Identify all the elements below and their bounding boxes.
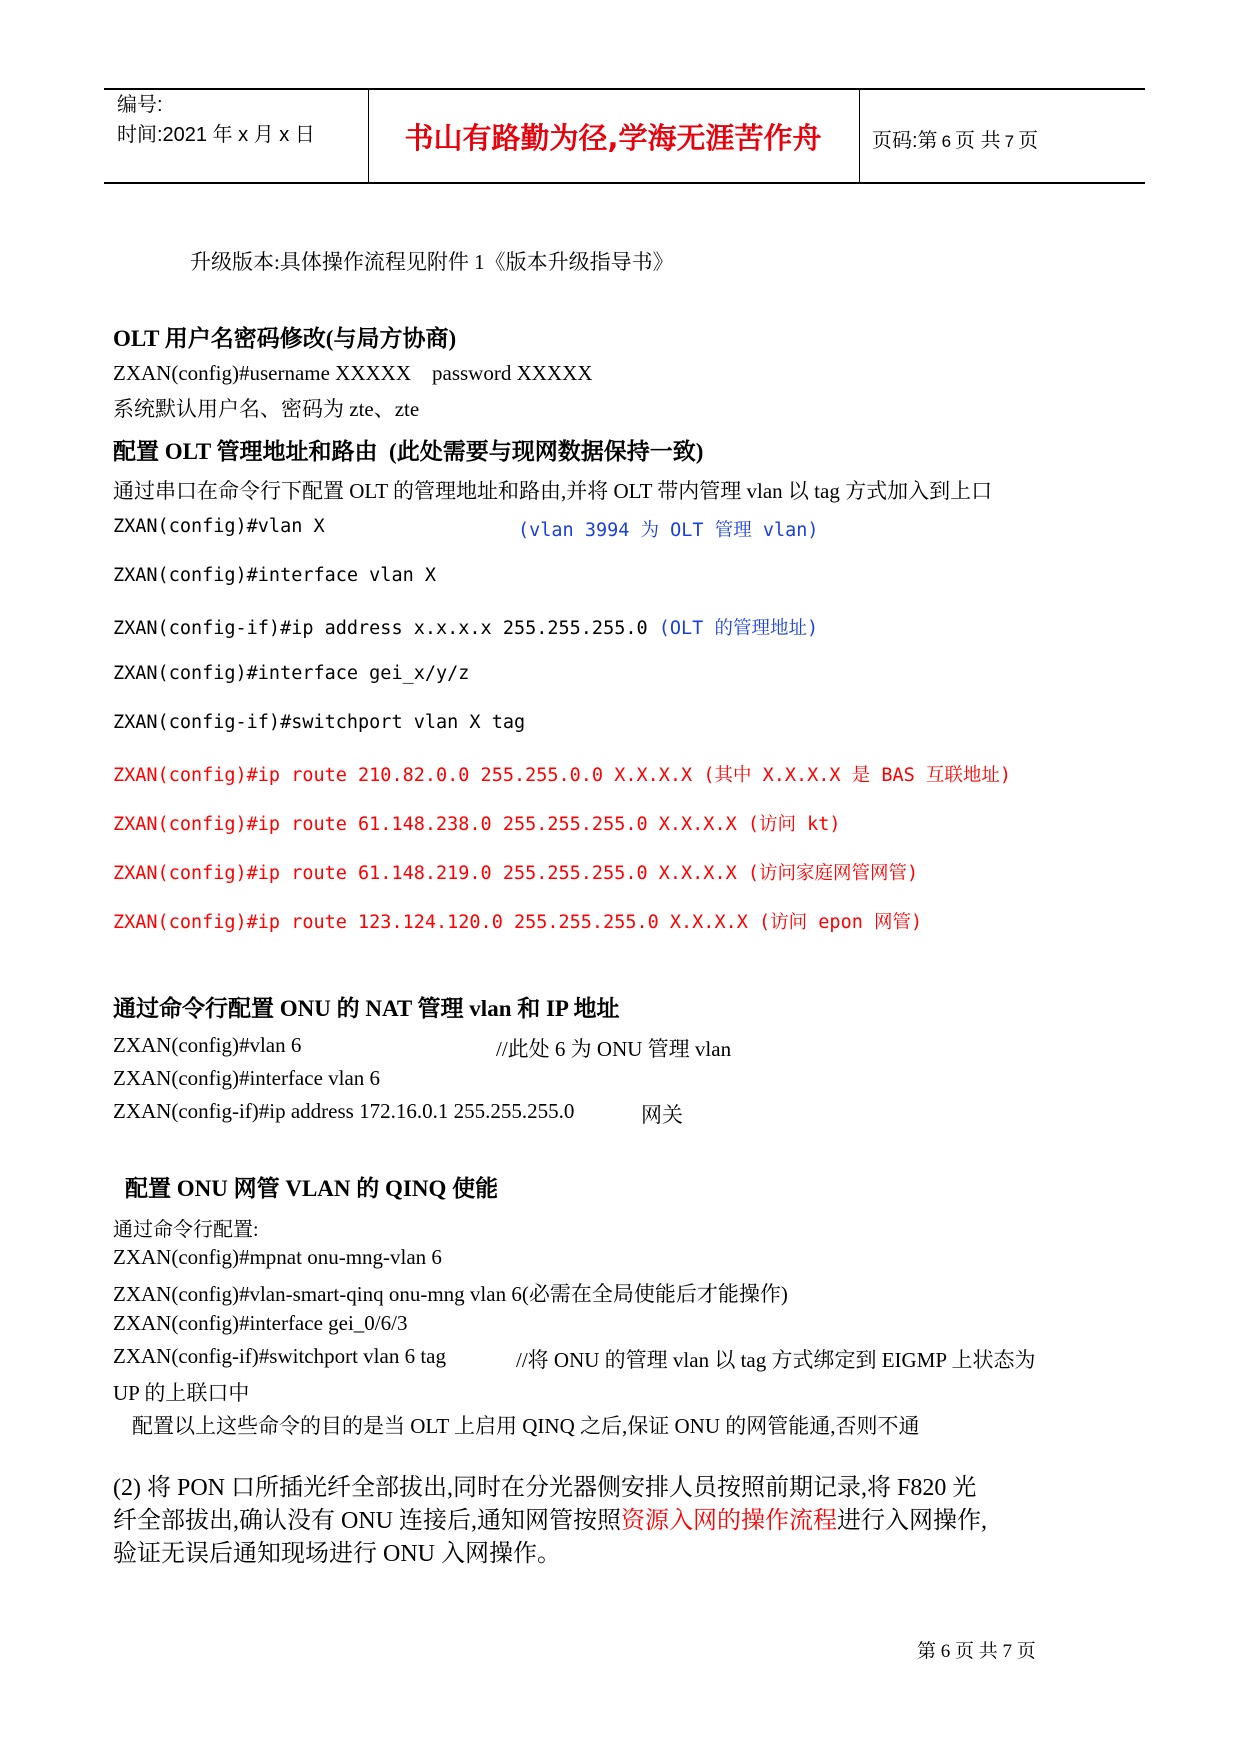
code-comment: (OLT 的管理地址) [658, 618, 819, 639]
header-divider-right [859, 88, 860, 182]
route-line: ZXAN(config)#ip route 210.82.0.0 255.255.0.0 X.X.X.X (其中 X.X.X.X 是 BAS 互联地址) [113, 765, 1012, 786]
section2-title: 配置 OLT 管理地址和路由 (此处需要与现网数据保持一致) [113, 439, 704, 464]
section3-title: 通过命令行配置 ONU 的 NAT 管理 vlan 和 IP 地址 [113, 996, 620, 1021]
header-bottom-rule [104, 182, 1145, 184]
section4-title: 配置 ONU 网管 VLAN 的 QINQ 使能 [125, 1176, 499, 1201]
section4-purpose: 配置以上这些命令的目的是当 OLT 上启用 QINQ 之后,保证 ONU 的网管能通,否则不通 [132, 1414, 920, 1438]
route-line: ZXAN(config)#ip route 61.148.219.0 255.255.255.0 X.X.X.X (访问家庭网管网管) [113, 863, 919, 884]
code-line: ZXAN(config)#interface gei_x/y/z [113, 663, 470, 684]
route-comment: (访问家庭网管网管) [747, 863, 919, 884]
paragraph-line: 纤全部拔出,确认没有 ONU 连接后,通知网管按照资源入网的操作流程进行入网操作, [113, 1508, 987, 1534]
page-footer: 第 6 页 共 7 页 [917, 1641, 1036, 1662]
code-comment: (vlan 3994 为 OLT 管理 vlan) [518, 520, 819, 541]
route-comment: (其中 X.X.X.X 是 BAS 互联地址) [703, 765, 1012, 786]
code-line: ZXAN(config-if)#switchport vlan X tag [113, 712, 526, 733]
code-line: ZXAN(config)#vlan 6 //此处 6 为 ONU 管理 vlan [113, 1033, 732, 1061]
section4-line: ZXAN(config)#vlan-smart-qinq onu-mng vlan 6(必需在全局使能后才能操作) [113, 1282, 788, 1306]
section4-line: ZXAN(config)#mpnat onu-mng-vlan 6 [113, 1245, 442, 1269]
code-line: ZXAN(config)#interface vlan X [113, 565, 437, 586]
code-comment: //此处 6 为 ONU 管理 vlan [496, 1037, 732, 1061]
page-prefix: 页码:第 [872, 130, 938, 152]
code-line: ZXAN(config-if)#ip address x.x.x.x 255.255.255.0 (OLT 的管理地址) [113, 618, 819, 639]
route-line: ZXAN(config)#ip route 61.148.238.0 255.255.255.0 X.X.X.X (访问 kt) [113, 814, 841, 835]
process-link-text: 资源入网的操作流程 [621, 1508, 837, 1534]
section4-line: UP 的上联口中 [113, 1381, 250, 1405]
header-motto: 书山有路勤为径,学海无涯苦作舟 [404, 121, 822, 155]
paragraph-line: 验证无误后通知现场进行 ONU 入网操作。 [113, 1541, 561, 1567]
code-line: ZXAN(config-if)#ip address 172.16.0.1 255.255.255.0 网关 [113, 1099, 683, 1127]
section1-note: 系统默认用户名、密码为 zte、zte [113, 397, 420, 421]
page-current: 6 [941, 132, 952, 151]
page-total: 7 [1004, 132, 1015, 151]
route-comment: (访问 epon 网管) [759, 912, 923, 933]
code-comment: //将 ONU 的管理 vlan 以 tag 方式绑定到 EIGMP 上状态为 [516, 1348, 1036, 1372]
section1-command: ZXAN(config)#username XXXXX password XXXXX [113, 361, 593, 385]
header-page-indicator [872, 124, 1038, 153]
intro-text: 升级版本:具体操作流程见附件 1《版本升级指导书》 [190, 250, 674, 274]
code-line: ZXAN(config)#vlan X (vlan 3994 为 OLT 管理 vlan) [113, 516, 819, 541]
section1-title: OLT 用户名密码修改(与局方协商) [113, 326, 457, 351]
section4-line: ZXAN(config-if)#switchport vlan 6 tag //将 ONU 的管理 vlan 以 tag 方式绑定到 EIGMP 上状态为 [113, 1344, 1036, 1372]
code-line: ZXAN(config)#interface vlan 6 [113, 1066, 381, 1090]
header-meta [117, 90, 315, 150]
code-comment: 网关 [641, 1103, 683, 1127]
route-line: ZXAN(config)#ip route 123.124.120.0 255.255.255.0 X.X.X.X (访问 epon 网管) [113, 912, 923, 933]
document-time: 时间:2021 年 x 月 x 日 [117, 124, 315, 146]
paragraph-line: (2) 将 PON 口所插光纤全部拔出,同时在分光器侧安排人员按照前期记录,将 F820 光 [113, 1475, 977, 1501]
page-mid: 页 共 [955, 130, 1001, 152]
section4-line: ZXAN(config)#interface gei_0/6/3 [113, 1311, 408, 1335]
route-comment: (访问 kt) [747, 814, 841, 835]
page-suffix: 页 [1018, 130, 1039, 152]
section4-line: 通过命令行配置: [113, 1219, 259, 1241]
section2-description: 通过串口在命令行下配置 OLT 的管理地址和路由,并将 OLT 带内管理 vlan 以 tag 方式加入到上口 [113, 479, 993, 503]
document-number-label: 编号: [117, 94, 163, 116]
